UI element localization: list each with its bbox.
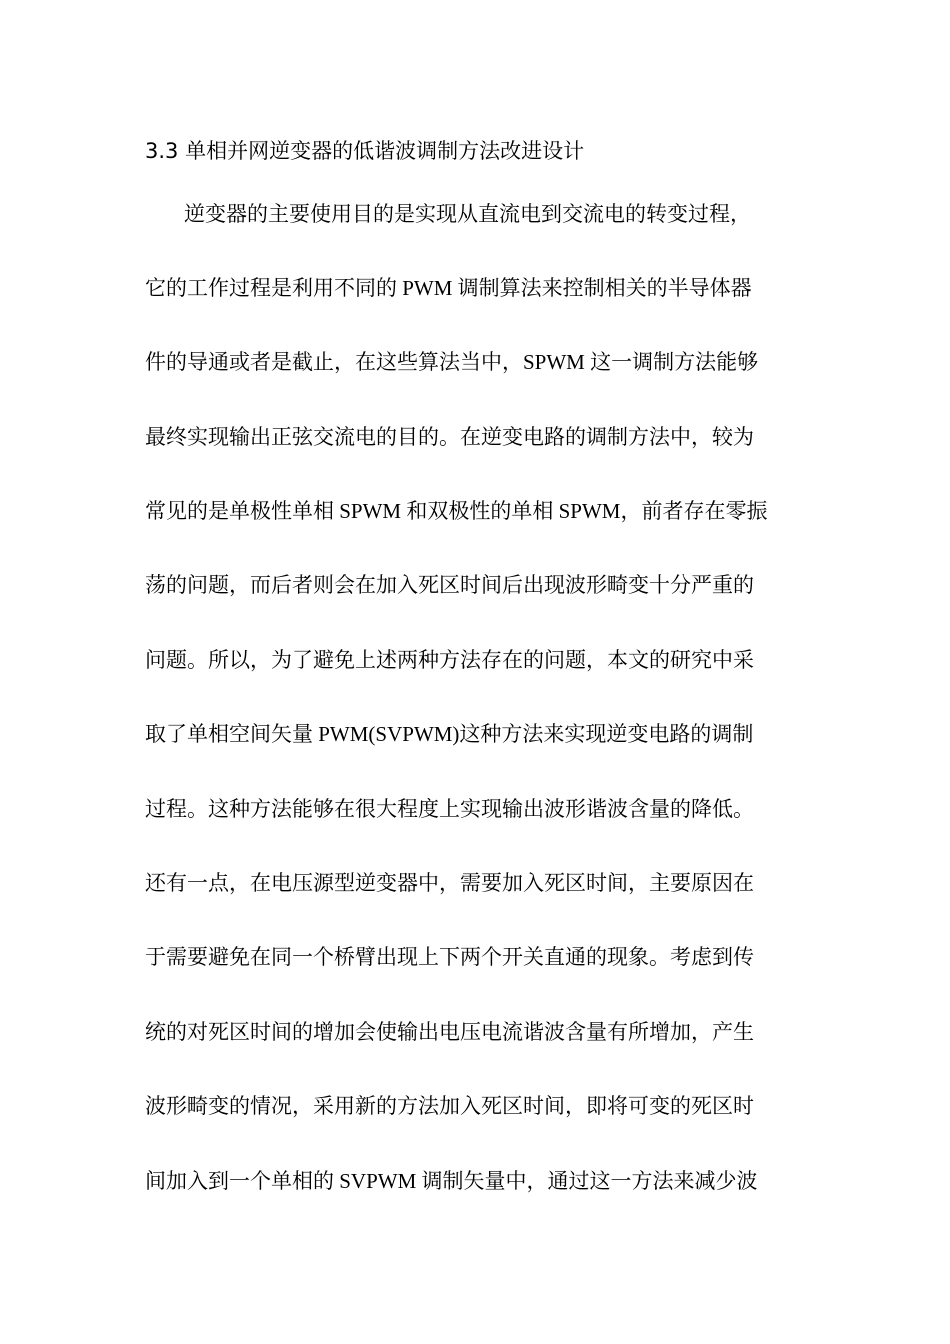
paragraph-line: 问题。所以，为了避免上述两种方法存在的问题，本文的研究中采 xyxy=(145,648,754,672)
paragraph-line: 波形畸变的情况，采用新的方法加入死区时间，即将可变的死区时 xyxy=(145,1094,754,1118)
paragraph-line: 还有一点，在电压源型逆变器中，需要加入死区时间，主要原因在 xyxy=(145,871,754,895)
paragraph-line: 逆变器的主要使用目的是实现从直流电到交流电的转变过程， xyxy=(184,202,751,226)
paragraph-line: 荡的问题，而后者则会在加入死区时间后出现波形畸变十分严重的 xyxy=(145,573,754,597)
paragraph-line: 最终实现输出正弦交流电的目的。在逆变电路的调制方法中，较为 xyxy=(145,425,754,449)
paragraph-line: 它的工作过程是利用不同的 PWM 调制算法来控制相关的半导体器 xyxy=(145,276,752,300)
paragraph-line: 过程。这种方法能够在很大程度上实现输出波形谐波含量的降低。 xyxy=(145,797,754,821)
paragraph-line: 统的对死区时间的增加会使输出电压电流谐波含量有所增加，产生 xyxy=(145,1020,754,1044)
section-heading: 3.3 单相并网逆变器的低谐波调制方法改进设计 xyxy=(145,139,585,163)
paragraph-line: 于需要避免在同一个桥臂出现上下两个开关直通的现象。考虑到传 xyxy=(145,945,754,969)
paragraph-line: 取了单相空间矢量 PWM(SVPWM)这种方法来实现逆变电路的调制 xyxy=(145,722,754,746)
paragraph-line: 常见的是单极性单相 SPWM 和双极性的单相 SPWM，前者存在零振 xyxy=(145,499,768,523)
paragraph-line: 间加入到一个单相的 SVPWM 调制矢量中，通过这一方法来减少波 xyxy=(145,1169,758,1193)
paragraph-line: 件的导通或者是截止，在这些算法当中，SPWM 这一调制方法能够 xyxy=(145,350,759,374)
